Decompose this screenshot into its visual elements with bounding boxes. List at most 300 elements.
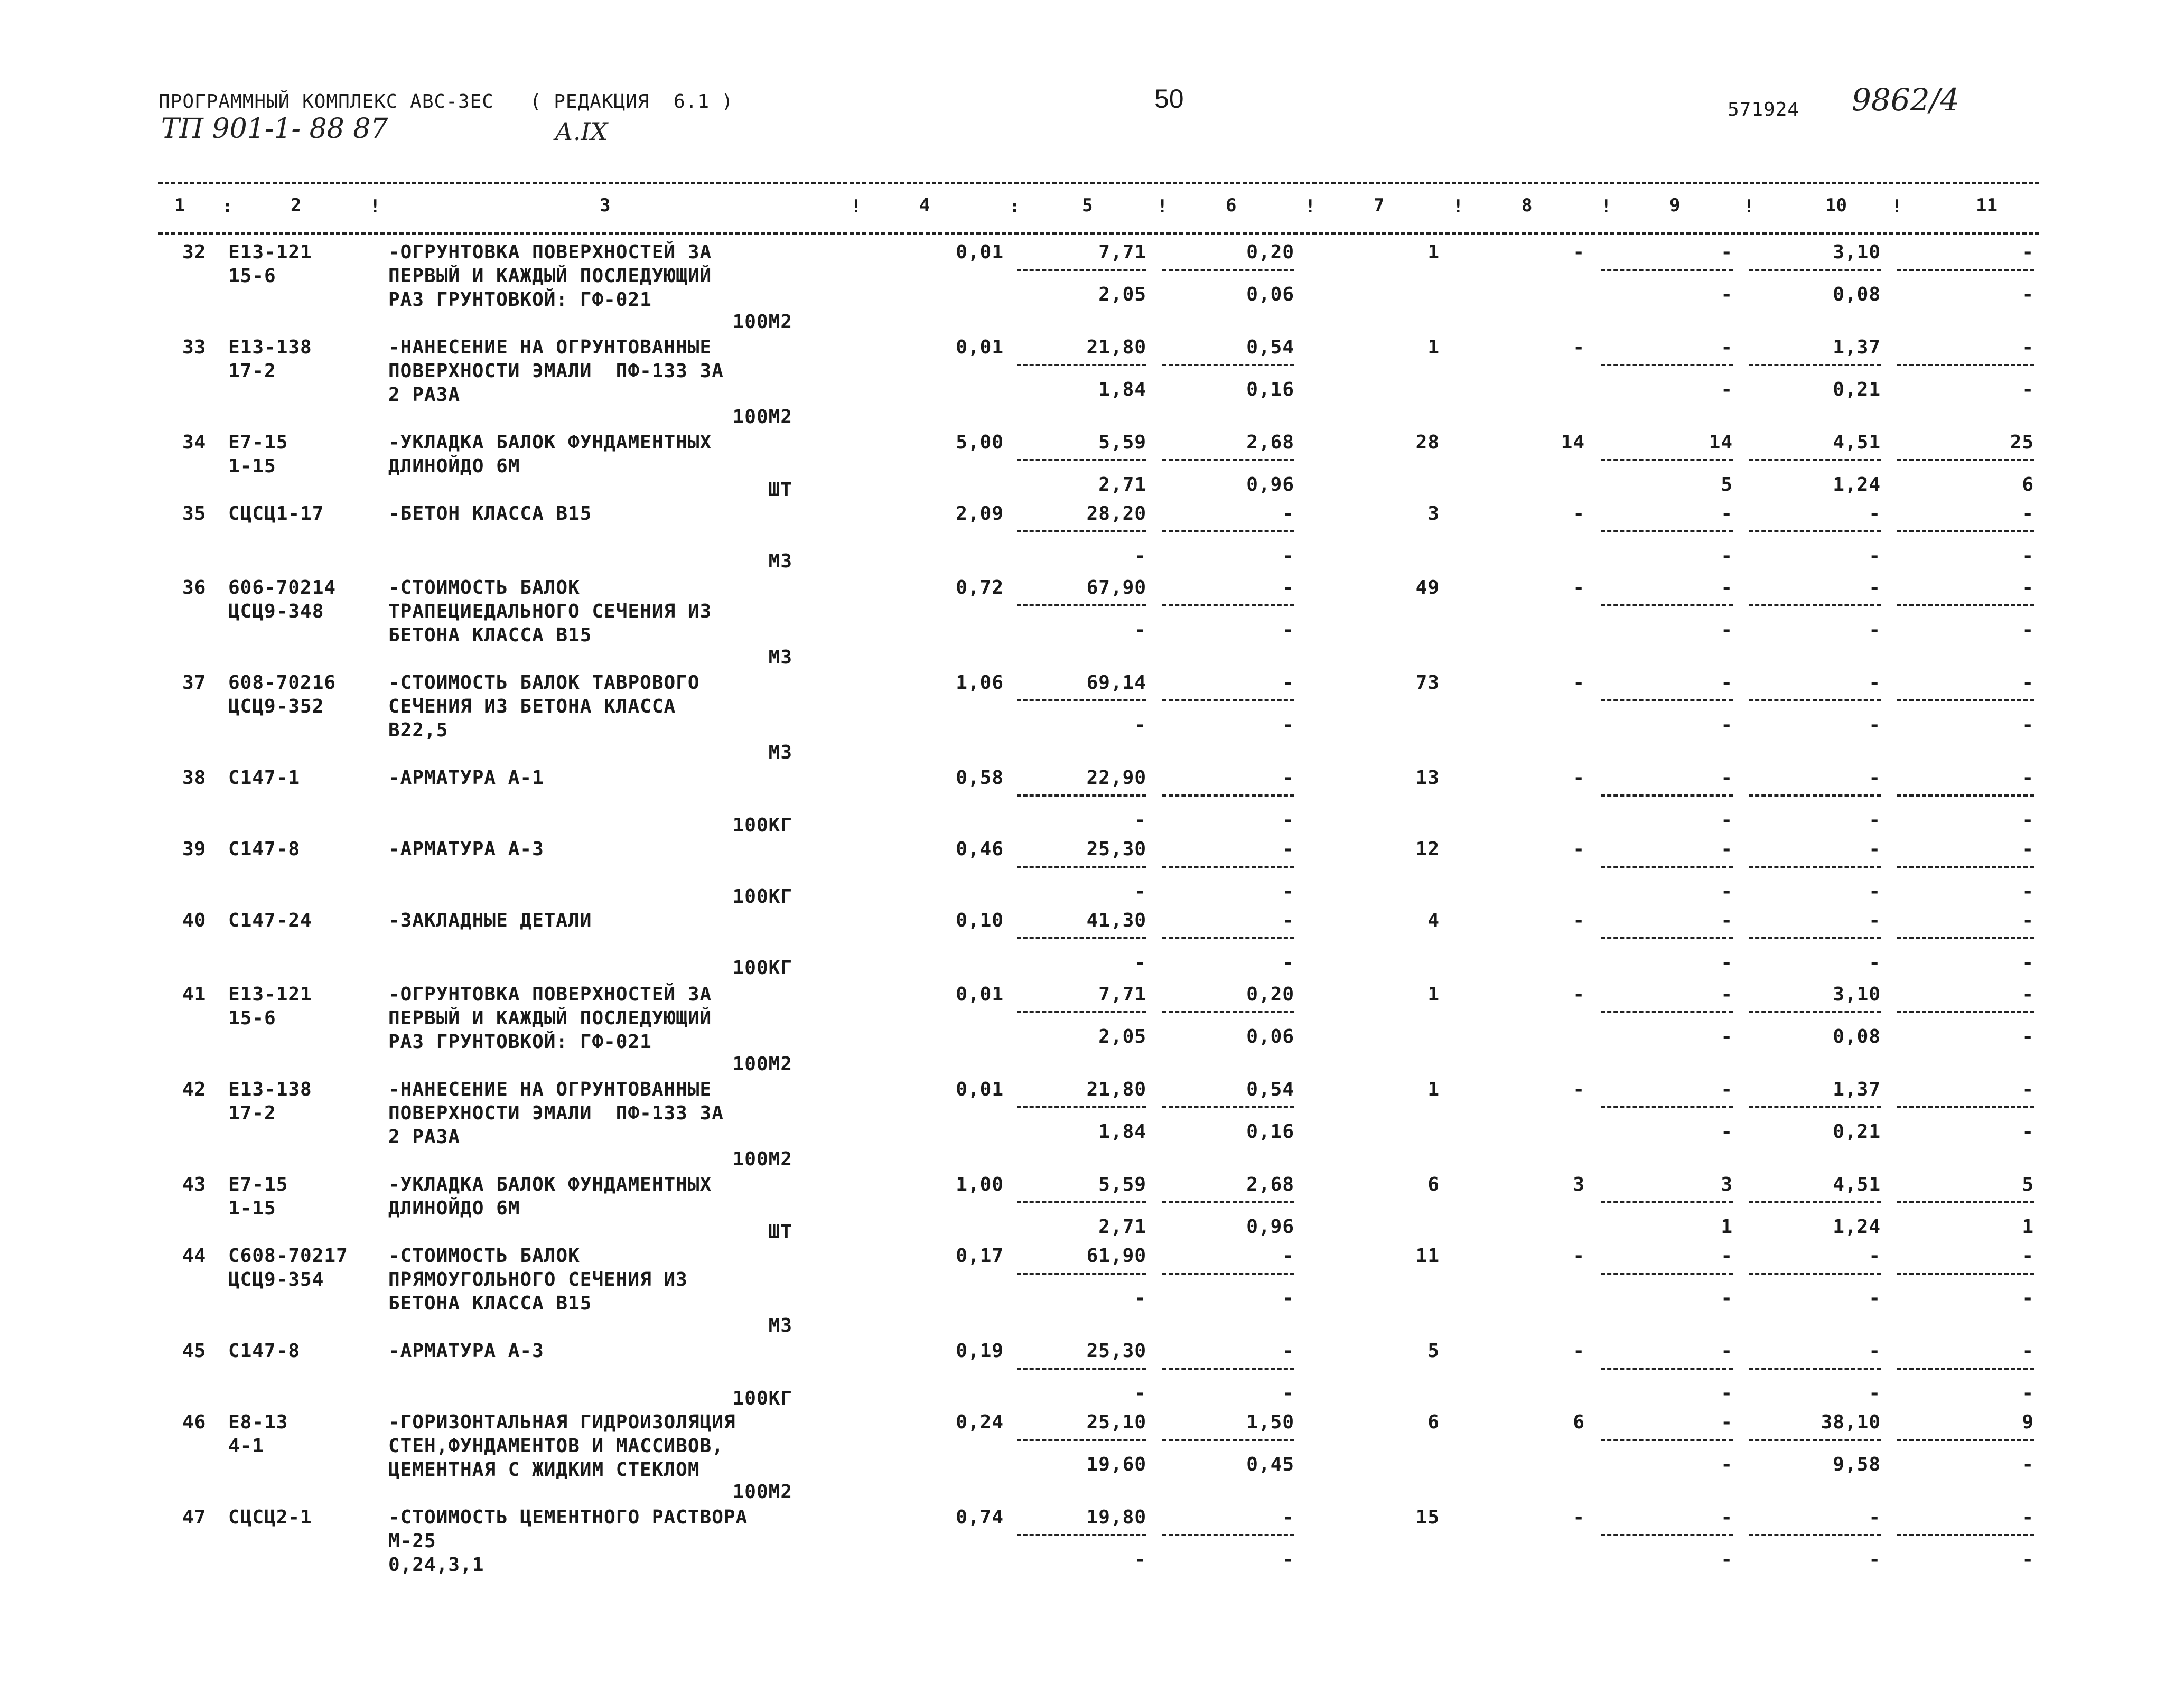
col9-value: - — [1721, 1245, 1733, 1267]
col6-value: - — [1282, 577, 1294, 598]
column-separator: ! — [1891, 196, 1902, 217]
col11-value: - — [2022, 241, 2034, 263]
col8-value: - — [1573, 1507, 1585, 1528]
unit-of-measure: 100КГ — [732, 1388, 792, 1409]
column-header-2: 2 — [291, 195, 302, 216]
col6-secondary: 0,16 — [1246, 1121, 1294, 1143]
work-description: 2 РАЗА — [388, 384, 461, 406]
column-separator: ! — [1601, 196, 1612, 217]
album-number: А.IX — [555, 117, 608, 146]
price-code: С147-1 — [228, 767, 301, 789]
col5-secondary: - — [1134, 1287, 1146, 1309]
work-description: -СТОИМОСТЬ БАЛОК — [388, 577, 580, 598]
cell-divider — [1162, 937, 1294, 939]
col9-secondary: - — [1721, 1026, 1733, 1047]
col9-secondary: - — [1721, 1287, 1733, 1309]
cell-divider — [1897, 937, 2034, 939]
work-description: М-25 — [388, 1530, 436, 1552]
col5-secondary: 2,71 — [1098, 474, 1146, 495]
price-subcode: 15-6 — [228, 265, 276, 287]
col9-value: - — [1721, 1507, 1733, 1528]
col10-value: - — [1869, 767, 1881, 789]
column-header-7: 7 — [1374, 195, 1385, 216]
col7-value: 49 — [1415, 577, 1440, 598]
col6-secondary: 0,16 — [1246, 379, 1294, 400]
col10-secondary: 1,24 — [1833, 1216, 1881, 1238]
col9-value: - — [1721, 1079, 1733, 1100]
col5-secondary: - — [1134, 1549, 1146, 1570]
row-number: 44 — [182, 1245, 207, 1267]
price-code: Е13-138 — [228, 336, 312, 358]
col8-value: - — [1573, 767, 1585, 789]
price-subcode: 4-1 — [228, 1435, 265, 1457]
col11-value: - — [2022, 1340, 2034, 1362]
col6-secondary: - — [1282, 809, 1294, 831]
col11-value: - — [2022, 984, 2034, 1005]
column-separator: ! — [851, 196, 862, 217]
col9-value: - — [1721, 241, 1733, 263]
col10-value: - — [1869, 503, 1881, 525]
unit-of-measure: 100М2 — [732, 311, 792, 333]
cell-divider — [1162, 1273, 1294, 1275]
col11-secondary: - — [2022, 1549, 2034, 1570]
col8-value: 6 — [1573, 1411, 1585, 1433]
col9-secondary: - — [1721, 1382, 1733, 1404]
column-header-5: 5 — [1082, 195, 1093, 216]
quantity: 0,74 — [956, 1507, 1004, 1528]
col10-value: - — [1869, 838, 1881, 860]
sheet-number: 9862/4 — [1852, 82, 1960, 118]
col5-value: 7,71 — [1098, 241, 1146, 263]
quantity: 0,24 — [956, 1411, 1004, 1433]
col8-value: 3 — [1573, 1174, 1585, 1195]
col11-secondary: - — [2022, 1121, 2034, 1143]
header-top-rule — [158, 182, 2039, 184]
col7-value: 1 — [1427, 1079, 1440, 1100]
cell-divider — [1749, 1011, 1881, 1013]
cell-divider — [1749, 1106, 1881, 1108]
col8-value: - — [1573, 503, 1585, 525]
quantity: 0,01 — [956, 241, 1004, 263]
col7-value: 11 — [1415, 1245, 1440, 1267]
col5-secondary: 1,84 — [1098, 379, 1146, 400]
quantity: 5,00 — [956, 432, 1004, 453]
cell-divider — [1601, 604, 1733, 606]
cell-divider — [1162, 1534, 1294, 1536]
col6-secondary: 0,06 — [1246, 1026, 1294, 1047]
cell-divider — [1601, 794, 1733, 797]
price-code: Е8-13 — [228, 1411, 288, 1433]
unit-of-measure: М3 — [768, 647, 792, 668]
col10-secondary: - — [1869, 1382, 1881, 1404]
col10-value: - — [1869, 672, 1881, 694]
price-code: С147-8 — [228, 1340, 301, 1362]
col11-secondary: - — [2022, 809, 2034, 831]
col10-secondary: 0,21 — [1833, 379, 1881, 400]
col7-value: 15 — [1415, 1507, 1440, 1528]
price-code: СЦСЦ2-1 — [228, 1507, 312, 1528]
col6-value: - — [1282, 1245, 1294, 1267]
work-description: -АРМАТУРА А-3 — [388, 1340, 544, 1362]
work-description: 2 РАЗА — [388, 1126, 461, 1148]
work-description: ПОВЕРХНОСТИ ЭМАЛИ ПФ-133 ЗА — [388, 1102, 724, 1124]
work-description: РАЗ ГРУНТОВКОЙ: ГФ-021 — [388, 1031, 652, 1053]
col8-value: - — [1573, 241, 1585, 263]
col9-value: - — [1721, 503, 1733, 525]
col11-secondary: - — [2022, 379, 2034, 400]
col6-value: 2,68 — [1246, 432, 1294, 453]
col6-secondary: 0,45 — [1246, 1454, 1294, 1475]
column-header-3: 3 — [600, 195, 611, 216]
col11-value: - — [2022, 1079, 2034, 1100]
row-number: 39 — [182, 838, 207, 860]
row-number: 47 — [182, 1507, 207, 1528]
col7-value: 12 — [1415, 838, 1440, 860]
cell-divider — [1897, 1106, 2034, 1108]
cell-divider — [1601, 530, 1733, 532]
row-number: 43 — [182, 1174, 207, 1195]
price-subcode: 1-15 — [228, 455, 276, 477]
work-description: -АРМАТУРА А-3 — [388, 838, 544, 860]
col10-value: - — [1869, 1245, 1881, 1267]
cell-divider — [1897, 1273, 2034, 1275]
work-description: -БЕТОН КЛАССА В15 — [388, 503, 592, 525]
cell-divider — [1897, 1011, 2034, 1013]
cell-divider — [1749, 866, 1881, 868]
col8-value: - — [1573, 1079, 1585, 1100]
price-subcode: ЦСЦ9-348 — [228, 601, 324, 622]
col8-value: - — [1573, 838, 1585, 860]
price-subcode: ЦСЦ9-352 — [228, 696, 324, 717]
cell-divider — [1601, 1011, 1733, 1013]
cell-divider — [1749, 937, 1881, 939]
price-subcode: 15-6 — [228, 1007, 276, 1029]
project-number: ТП 901-1- 88 87 — [161, 113, 388, 145]
cell-divider — [1601, 1201, 1733, 1203]
col7-value: 5 — [1427, 1340, 1440, 1362]
work-description: -НАНЕСЕНИЕ НА ОГРУНТОВАННЫЕ — [388, 336, 712, 358]
cell-divider — [1601, 1439, 1733, 1441]
column-separator: : — [222, 196, 233, 217]
col6-secondary: - — [1282, 1549, 1294, 1570]
col7-value: 3 — [1427, 503, 1440, 525]
col9-value: - — [1721, 767, 1733, 789]
col7-value: 73 — [1415, 672, 1440, 694]
col6-value: - — [1282, 838, 1294, 860]
col10-value: 4,51 — [1833, 1174, 1881, 1195]
unit-of-measure: 100М2 — [732, 1053, 792, 1075]
quantity: 0,19 — [956, 1340, 1004, 1362]
unit-of-measure: М3 — [768, 550, 792, 572]
cell-divider — [1749, 1201, 1881, 1203]
col5-value: 61,90 — [1086, 1245, 1146, 1267]
col10-secondary: 1,24 — [1833, 474, 1881, 495]
col10-value: - — [1869, 1340, 1881, 1362]
unit-of-measure: ШТ — [768, 479, 792, 501]
col5-value: 5,59 — [1098, 1174, 1146, 1195]
row-number: 35 — [182, 503, 207, 525]
col6-value: 0,54 — [1246, 336, 1294, 358]
col5-secondary: - — [1134, 1382, 1146, 1404]
cell-divider — [1897, 1368, 2034, 1370]
col7-value: 6 — [1427, 1174, 1440, 1195]
cell-divider — [1601, 699, 1733, 701]
cell-divider — [1749, 794, 1881, 797]
cell-divider — [1162, 1368, 1294, 1370]
col6-value: 0,20 — [1246, 984, 1294, 1005]
col5-value: 69,14 — [1086, 672, 1146, 694]
cell-divider — [1749, 1439, 1881, 1441]
cell-divider — [1601, 269, 1733, 271]
col11-value: - — [2022, 336, 2034, 358]
col8-value: - — [1573, 910, 1585, 931]
cell-divider — [1897, 699, 2034, 701]
col5-secondary: 1,84 — [1098, 1121, 1146, 1143]
col11-value: - — [2022, 910, 2034, 931]
work-description: -ЗАКЛАДНЫЕ ДЕТАЛИ — [388, 910, 592, 931]
work-description: -СТОИМОСТЬ БАЛОК ТАВРОВОГО — [388, 672, 700, 694]
col6-value: 1,50 — [1246, 1411, 1294, 1433]
col8-value: - — [1573, 336, 1585, 358]
unit-of-measure: М3 — [768, 742, 792, 763]
cell-divider — [1601, 364, 1733, 366]
col6-secondary: - — [1282, 619, 1294, 641]
col7-value: 1 — [1427, 336, 1440, 358]
column-header-6: 6 — [1226, 195, 1237, 216]
col6-value: 2,68 — [1246, 1174, 1294, 1195]
col5-value: 22,90 — [1086, 767, 1146, 789]
col10-secondary: - — [1869, 952, 1881, 974]
price-code: 608-70216 — [228, 672, 337, 694]
cell-divider — [1162, 530, 1294, 532]
row-number: 38 — [182, 767, 207, 789]
work-description: БЕТОНА КЛАССА В15 — [388, 624, 592, 646]
price-code: Е13-138 — [228, 1079, 312, 1100]
col8-value: - — [1573, 577, 1585, 598]
col9-value: - — [1721, 1411, 1733, 1433]
col5-value: 7,71 — [1098, 984, 1146, 1005]
unit-of-measure: 100КГ — [732, 957, 792, 979]
col11-secondary: - — [2022, 1287, 2034, 1309]
col6-secondary: - — [1282, 714, 1294, 736]
price-code: Е13-121 — [228, 984, 312, 1005]
cell-divider — [1897, 269, 2034, 271]
col5-secondary: - — [1134, 809, 1146, 831]
cell-divider — [1749, 269, 1881, 271]
col11-secondary: - — [2022, 619, 2034, 641]
col6-secondary: - — [1282, 952, 1294, 974]
work-description: БЕТОНА КЛАССА В15 — [388, 1293, 592, 1314]
col6-secondary: - — [1282, 881, 1294, 902]
col9-secondary: - — [1721, 714, 1733, 736]
col10-value: 3,10 — [1833, 984, 1881, 1005]
col11-secondary: - — [2022, 1026, 2034, 1047]
quantity: 0,58 — [956, 767, 1004, 789]
cell-divider — [1897, 1534, 2034, 1536]
col6-value: - — [1282, 1507, 1294, 1528]
cell-divider — [1162, 459, 1294, 461]
unit-of-measure: 100КГ — [732, 886, 792, 908]
column-separator: ! — [1305, 196, 1316, 217]
col6-value: 0,54 — [1246, 1079, 1294, 1100]
col6-value: - — [1282, 910, 1294, 931]
price-code: Е13-121 — [228, 241, 312, 263]
cell-divider — [1601, 1273, 1733, 1275]
col9-value: - — [1721, 838, 1733, 860]
col6-value: - — [1282, 767, 1294, 789]
col9-secondary: - — [1721, 952, 1733, 974]
cell-divider — [1749, 699, 1881, 701]
col9-value: - — [1721, 336, 1733, 358]
cell-divider — [1601, 1368, 1733, 1370]
cell-divider — [1749, 604, 1881, 606]
cell-divider — [1601, 1534, 1733, 1536]
column-header-9: 9 — [1669, 195, 1681, 216]
cell-divider — [1017, 1439, 1146, 1441]
cell-divider — [1601, 459, 1733, 461]
col9-secondary: - — [1721, 1454, 1733, 1475]
work-description: ТРАПЕЦИЕДАЛЬНОГО СЕЧЕНИЯ ИЗ — [388, 601, 712, 622]
col8-value: - — [1573, 984, 1585, 1005]
column-separator: : — [1009, 196, 1020, 217]
col5-value: 21,80 — [1086, 1079, 1146, 1100]
work-description: СТЕН,ФУНДАМЕНТОВ И МАССИВОВ, — [388, 1435, 724, 1457]
col9-secondary: 1 — [1721, 1216, 1733, 1238]
price-code: 606-70214 — [228, 577, 337, 598]
cell-divider — [1017, 1534, 1146, 1536]
work-description: ДЛИНОЙДО 6М — [388, 1197, 520, 1219]
col11-value: 9 — [2022, 1411, 2034, 1433]
col9-value: - — [1721, 577, 1733, 598]
cell-divider — [1017, 530, 1146, 532]
work-description: ПОВЕРХНОСТИ ЭМАЛИ ПФ-133 ЗА — [388, 360, 724, 382]
column-header-11: 11 — [1976, 195, 1998, 216]
col10-secondary: 0,08 — [1833, 284, 1881, 305]
cell-divider — [1749, 530, 1881, 532]
cell-divider — [1897, 866, 2034, 868]
work-description: -НАНЕСЕНИЕ НА ОГРУНТОВАННЫЕ — [388, 1079, 712, 1100]
col11-value: - — [2022, 1507, 2034, 1528]
unit-of-measure: 100КГ — [732, 815, 792, 836]
work-description: -УКЛАДКА БАЛОК ФУНДАМЕНТНЫХ — [388, 1174, 712, 1195]
col8-value: - — [1573, 1340, 1585, 1362]
cell-divider — [1162, 269, 1294, 271]
cell-divider — [1162, 1011, 1294, 1013]
col10-secondary: 0,21 — [1833, 1121, 1881, 1143]
price-code: Е7-15 — [228, 1174, 288, 1195]
price-subcode: ЦСЦ9-354 — [228, 1269, 324, 1290]
cell-divider — [1749, 1368, 1881, 1370]
price-code: С147-8 — [228, 838, 301, 860]
cell-divider — [1897, 1201, 2034, 1203]
quantity: 0,01 — [956, 984, 1004, 1005]
quantity: 0,17 — [956, 1245, 1004, 1267]
page-number: 50 — [1154, 84, 1184, 114]
cell-divider — [1017, 604, 1146, 606]
col5-value: 41,30 — [1086, 910, 1146, 931]
program-title: ПРОГРАММНЫЙ КОМПЛЕКС АВС-3ЕС ( РЕДАКЦИЯ 6.1 ) — [158, 91, 734, 113]
cell-divider — [1897, 459, 2034, 461]
col10-secondary: - — [1869, 1549, 1881, 1570]
work-description: ЦЕМЕНТНАЯ С ЖИДКИМ СТЕКЛОМ — [388, 1459, 700, 1481]
col6-value: 0,20 — [1246, 241, 1294, 263]
price-code: Е7-15 — [228, 432, 288, 453]
col7-value: 6 — [1427, 1411, 1440, 1433]
cell-divider — [1601, 866, 1733, 868]
col11-value: - — [2022, 577, 2034, 598]
cell-divider — [1017, 269, 1146, 271]
price-code: СЦСЦ1-17 — [228, 503, 324, 525]
col6-secondary: - — [1282, 1382, 1294, 1404]
col11-secondary: - — [2022, 881, 2034, 902]
cell-divider — [1017, 937, 1146, 939]
col10-secondary: 0,08 — [1833, 1026, 1881, 1047]
col10-value: 1,37 — [1833, 336, 1881, 358]
col10-secondary: - — [1869, 1287, 1881, 1309]
col6-secondary: 0,06 — [1246, 284, 1294, 305]
col5-secondary: - — [1134, 545, 1146, 567]
column-separator: ! — [370, 196, 381, 217]
cell-divider — [1017, 1273, 1146, 1275]
column-header-10: 10 — [1825, 195, 1847, 216]
cell-divider — [1017, 1368, 1146, 1370]
price-subcode: 17-2 — [228, 360, 276, 382]
price-subcode: 1-15 — [228, 1197, 276, 1219]
col9-secondary: - — [1721, 284, 1733, 305]
col5-value: 19,80 — [1086, 1507, 1146, 1528]
work-description: -СТОИМОСТЬ БАЛОК — [388, 1245, 580, 1267]
col11-value: - — [2022, 767, 2034, 789]
row-number: 34 — [182, 432, 207, 453]
quantity: 0,10 — [956, 910, 1004, 931]
col11-value: 5 — [2022, 1174, 2034, 1195]
work-description: -ГОРИЗОНТАЛЬНАЯ ГИДРОИЗОЛЯЦИЯ — [388, 1411, 736, 1433]
unit-of-measure: 100М2 — [732, 1481, 792, 1503]
col5-value: 28,20 — [1086, 503, 1146, 525]
cell-divider — [1017, 866, 1146, 868]
work-description: -СТОИМОСТЬ ЦЕМЕНТНОГО РАСТВОРА — [388, 1507, 748, 1528]
work-description: -ОГРУНТОВКА ПОВЕРХНОСТЕЙ ЗА — [388, 241, 712, 263]
column-header-1: 1 — [174, 195, 185, 216]
cell-divider — [1749, 1273, 1881, 1275]
col5-value: 25,30 — [1086, 838, 1146, 860]
row-number: 33 — [182, 336, 207, 358]
col9-secondary: - — [1721, 545, 1733, 567]
price-code: С147-24 — [228, 910, 312, 931]
cell-divider — [1897, 364, 2034, 366]
work-description: РАЗ ГРУНТОВКОЙ: ГФ-021 — [388, 289, 652, 311]
column-separator: ! — [1453, 196, 1464, 217]
cell-divider — [1017, 699, 1146, 701]
price-code: С608-70217 — [228, 1245, 348, 1267]
col10-value: - — [1869, 1507, 1881, 1528]
work-description: ПЕРВЫЙ И КАЖДЫЙ ПОСЛЕДУЮЩИЙ — [388, 265, 712, 287]
row-number: 37 — [182, 672, 207, 694]
cell-divider — [1162, 1439, 1294, 1441]
col6-secondary: - — [1282, 545, 1294, 567]
col11-secondary: - — [2022, 714, 2034, 736]
header-bottom-rule — [158, 232, 2039, 235]
column-header-4: 4 — [919, 195, 930, 216]
quantity: 0,72 — [956, 577, 1004, 598]
col6-secondary: 0,96 — [1246, 1216, 1294, 1238]
quantity: 1,00 — [956, 1174, 1004, 1195]
row-number: 32 — [182, 241, 207, 263]
col5-secondary: - — [1134, 881, 1146, 902]
cell-divider — [1749, 1534, 1881, 1536]
col9-value: - — [1721, 672, 1733, 694]
cell-divider — [1017, 364, 1146, 366]
